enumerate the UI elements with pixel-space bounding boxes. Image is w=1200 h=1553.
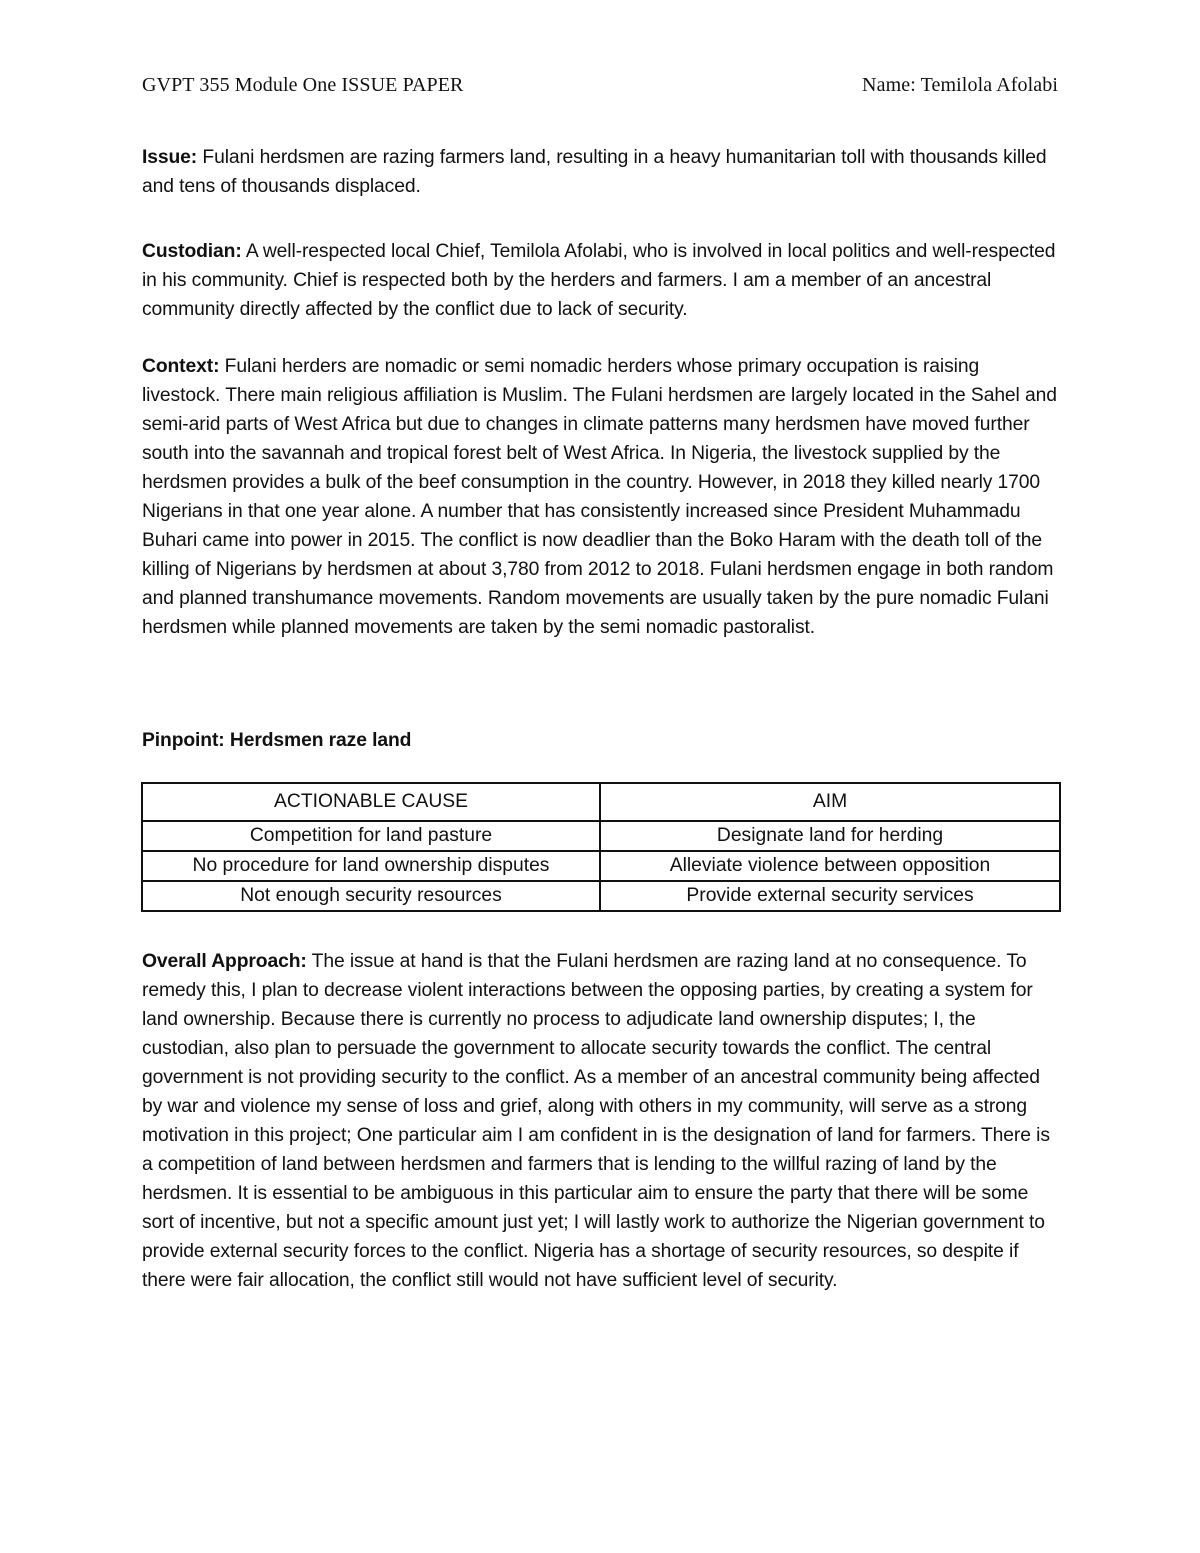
pinpoint-section <box>142 726 1062 755</box>
context-text: Fulani herders are nomadic or semi nomadic herders whose primary occupation is raising livestock. There main religious affiliation is Muslim. The Fulani herdsmen are largely located in the Sahel and semi-arid parts of West Africa but due to changes in climate patterns many herdsmen have moved further south into the savannah and tropical forest belt of West Africa. In Nigeria, the livestock supplied by the herdsmen provides a bulk of the beef consumption in the country. However, in 2018 they killed nearly 1700 Nigerians in that one year alone. A number that has consistently increased since President Muhammadu Buhari came into power in 2015. The conflict is now deadlier than the Boko Haram with the death toll of the killing of Nigerians by herdsmen at about 3,780 from 2012 to 2018. Fulani herdsmen engage in both random and planned transhumance movements. Random movements are usually taken by the pure nomadic Fulani herdsmen while planned movements are taken by the semi nomadic pastoralist. <box>142 356 1057 638</box>
issue-text: Fulani herdsmen are razing farmers land, resulting in a heavy humanitarian toll with thousands killed and tens of thousands displaced. <box>142 147 1047 197</box>
overall-approach-section <box>142 947 1062 1295</box>
issue-section <box>142 143 1062 201</box>
table-cell-aim: Provide external security services <box>600 881 1060 911</box>
approach-text: The issue at hand is that the Fulani herdsmen are razing land at no consequence. To remedy this, I plan to decrease violent interactions between the opposing parties, by creating a system for land ownership. Because there is currently no process to adjudicate land ownership disputes; I, the custodian, also plan to persuade the government to allocate security towards the conflict. The central government is not providing security to the conflict. As a member of an ancestral community being affected by war and violence my sense of loss and grief, along with others in my community, will serve as a strong motivation in this project; One particular aim I am confident in is the designation of land for farmers. There is a competition of land between herdsmen and farmers that is lending to the willful razing of land by the herdsmen. It is essential to be ambiguous in this particular aim to ensure the party that there will be some sort of incentive, but not a specific amount just yet; I will lastly work to authorize the Nigerian government to provide external security forces to the conflict. Nigeria has a shortage of security resources, so despite if there were fair allocation, the conflict still would not have sufficient level of security. <box>142 951 1050 1291</box>
table-row <box>142 881 1060 911</box>
table-row <box>142 851 1060 881</box>
table-cell-aim: Alleviate violence between opposition <box>600 851 1060 881</box>
header-actionable-cause: ACTIONABLE CAUSE <box>142 783 600 821</box>
header-aim: AIM <box>600 783 1060 821</box>
approach-label: Overall Approach: <box>142 951 307 972</box>
context-section <box>142 352 1062 642</box>
table-cell-cause: No procedure for land ownership disputes <box>142 851 600 881</box>
custodian-label: Custodian: <box>142 241 242 262</box>
page-header <box>142 74 1058 102</box>
custodian-text: A well-respected local Chief, Temilola Afolabi, who is involved in local politics and well-respected in his community. Chief is respected both by the herders and farmers. I am a member of an ancestral community directly affected by the conflict due to lack of security. <box>142 241 1056 320</box>
cause-aim-table-wrapper <box>141 782 1059 912</box>
table-header-row <box>142 783 1060 821</box>
pinpoint-text: Herdsmen raze land <box>224 730 412 751</box>
course-title: GVPT 355 Module One ISSUE PAPER <box>142 74 464 96</box>
author-name: Name: Temilola Afolabi <box>862 74 1058 96</box>
table-row <box>142 821 1060 851</box>
cause-aim-table <box>141 782 1061 912</box>
context-label: Context: <box>142 356 220 377</box>
table-cell-aim: Designate land for herding <box>600 821 1060 851</box>
custodian-section <box>142 237 1062 324</box>
pinpoint-label: Pinpoint: <box>142 730 225 751</box>
issue-label: Issue: <box>142 147 198 168</box>
table-cell-cause: Competition for land pasture <box>142 821 600 851</box>
table-cell-cause: Not enough security resources <box>142 881 600 911</box>
